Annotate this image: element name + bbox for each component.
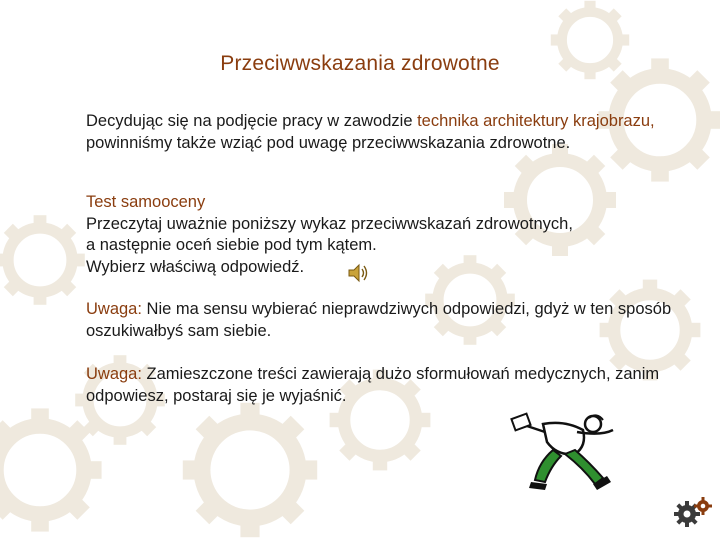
note-1-label: Uwaga: [86,300,142,318]
page-title: Przeciwwskazania zdrowotne [220,52,500,75]
self-test-heading: Test samooceny [86,193,206,211]
intro-lead: Decydując się na podjęcie pracy w zawodzie [86,112,418,130]
speaker-icon[interactable] [346,261,370,285]
profession-name: technika architektury krajobrazu, [417,112,655,130]
self-test-line-1: Przeczytaj uważnie poniższy wykaz przeciwwskazań zdrowotnych, [86,214,573,233]
note-2-paragraph [86,364,686,407]
intro-rest: powinniśmy także wziąć pod uwagę przeciwwskazania zdrowotne. [86,133,571,152]
running-person-icon [505,402,625,502]
note-2-label: Uwaga: [86,365,142,383]
intro-paragraph [86,111,686,154]
note-1-paragraph [86,299,686,342]
gears-icon[interactable] [673,494,713,530]
self-test-block [86,192,686,278]
self-test-line-3: Wybierz właściwą odpowiedź. [86,257,305,276]
self-test-line-2: a następnie oceń siebie pod tym kątem. [86,236,377,254]
note-2-text: Zamieszczone treści zawierają dużo sformułowań medycznych, zanim odpowiesz, postaraj się je wyjaśnić. [86,365,660,405]
note-1-text: Nie ma sensu wybierać nieprawdziwych odpowiedzi, gdyż w ten sposób oszukiwałbyś sam siebie. [86,300,672,340]
